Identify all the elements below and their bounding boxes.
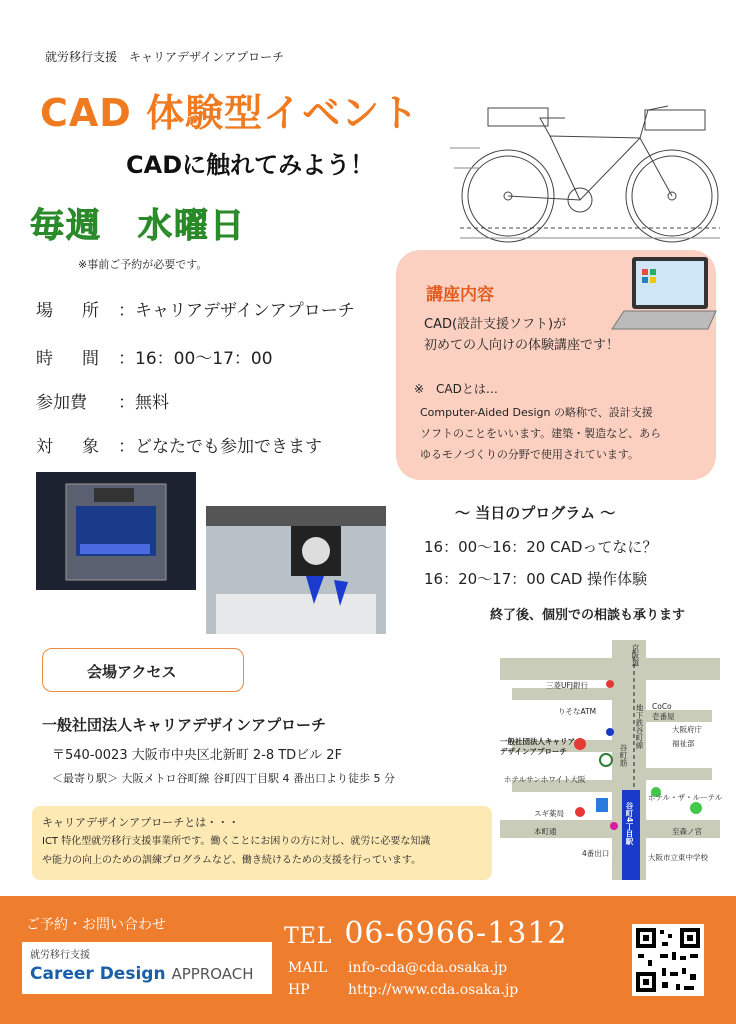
access-map [500, 640, 723, 880]
map-label: 一般社団法人キャリア [500, 737, 575, 746]
about-title: キャリアデザインアプローチとは・・・ [42, 816, 240, 829]
hp-label: HP [288, 982, 310, 998]
contact-heading: ご予約・お問い合わせ [26, 917, 166, 933]
program-item: 16：20～17：00 CAD 操作体験 [424, 570, 648, 588]
bicycle-drawing-icon [440, 88, 730, 248]
course-title: 講座内容 [426, 285, 494, 305]
map-label: CoCo壱番屋 [652, 702, 675, 721]
map-label: 大阪市立東中学校 [648, 853, 708, 862]
map-label: スギ薬局 [534, 809, 564, 818]
access-label: 会場アクセス [87, 663, 177, 681]
detail-fee [36, 388, 169, 413]
about-line: ICT 特化型就労移行支援事業所です。働くことにお困りの方に対し、就労に必要な知識 [42, 836, 431, 847]
venue-name: 一般社団法人キャリアデザインアプローチ [42, 716, 326, 734]
consult-note: 終了後、個別での相談も承ります [490, 608, 686, 623]
map-label: りそなATM [558, 707, 597, 716]
detail-value: ：キャリアデザインアプローチ [118, 301, 355, 321]
about-line: や能力の向上のための訓練プログラムなど、働き続けるための支援を行っています。 [42, 855, 422, 866]
logo-main: Career Design [30, 964, 166, 984]
detail-key: 時 間 [36, 349, 105, 369]
map-label: 大阪府庁 [672, 725, 702, 734]
detail-time [36, 344, 273, 369]
map-label: ホテル・ザ・ルーテル [648, 793, 723, 802]
qr-code-icon[interactable] [632, 924, 704, 996]
event-title: CAD 体験型イベント [40, 91, 420, 135]
logo-main-text [30, 964, 254, 984]
course-note [420, 402, 708, 465]
mail-link[interactable]: info-cda@cda.osaka.jp [348, 960, 508, 976]
map-label: 本町通 [534, 827, 557, 836]
map-label: 福祉部 [672, 739, 695, 748]
detail-key: 対 象 [36, 437, 105, 457]
mail-line [288, 960, 507, 976]
map-label: 京阪道 [631, 644, 640, 667]
tel-number[interactable]: 06-6966-1312 [344, 916, 568, 951]
logo-small-text: 就労移行支援 [30, 950, 90, 961]
detail-value: ：無料 [118, 393, 169, 413]
detail-value: ：どなたでも参加できます [118, 437, 322, 457]
map-label: ホテルサンホワイト大阪 [504, 775, 586, 784]
detail-location [36, 296, 355, 321]
detail-key: 場 所 [36, 301, 105, 321]
course-note-heading: ※ CADとは… [414, 382, 498, 396]
map-label: 地下鉄谷町線 [635, 704, 644, 749]
logo-sub: APPROACH [171, 965, 254, 983]
map-station-label: 谷町4丁目駅 [625, 802, 634, 845]
org-line: 就労移行支援 キャリアデザインアプローチ [45, 50, 285, 64]
map-label: デザインアプローチ [500, 747, 567, 756]
map-label: 谷町筋 [619, 744, 628, 767]
event-subtitle: CADに触れてみよう！ [126, 151, 375, 179]
map-label: 至森ノ宮 [672, 827, 702, 836]
mail-label: MAIL [288, 960, 328, 976]
course-note-line: ソフトのことをいいます。建築・製造など、あら [420, 427, 662, 440]
course-description [424, 314, 694, 356]
program-title: ～ 当日のプログラム ～ [455, 504, 616, 522]
map-label: 三菱UFJ銀行 [546, 681, 589, 690]
venue-station: ＜最寄り駅＞ 大阪メトロ谷町線 谷町四丁目駅 4 番出口より徒歩 5 分 [52, 772, 395, 785]
printer-photo-1 [36, 472, 196, 590]
course-note-line: ゆるモノづくりの分野で使用されています。 [420, 448, 640, 461]
course-desc-line: CAD(設計支援ソフト)が [424, 317, 567, 332]
program-item: 16：00～16：20 CADってなに？ [424, 538, 658, 556]
course-note-line: Computer-Aided Design の略称で、設計支援 [420, 406, 653, 419]
printer-photo-2 [206, 506, 386, 634]
schedule-day: 毎週 水曜日 [30, 206, 246, 246]
detail-key: 参加費 [36, 393, 87, 413]
venue-address: 〒540-0023 大阪市中央区北新町 2-8 TDビル 2F [52, 748, 343, 763]
reservation-note: ※事前ご予約が必要です。 [78, 258, 208, 271]
tel-label: TEL [284, 924, 333, 949]
course-desc-line: 初めての人向けの体験講座です！ [424, 338, 620, 353]
about-text [42, 832, 482, 870]
hp-link[interactable]: http://www.cda.osaka.jp [348, 982, 519, 998]
map-label: 4番出口 [582, 849, 610, 858]
tel-line [284, 916, 568, 951]
hp-line [288, 982, 518, 998]
detail-value: ：16：00～17：00 [118, 349, 273, 369]
detail-target [36, 432, 322, 457]
